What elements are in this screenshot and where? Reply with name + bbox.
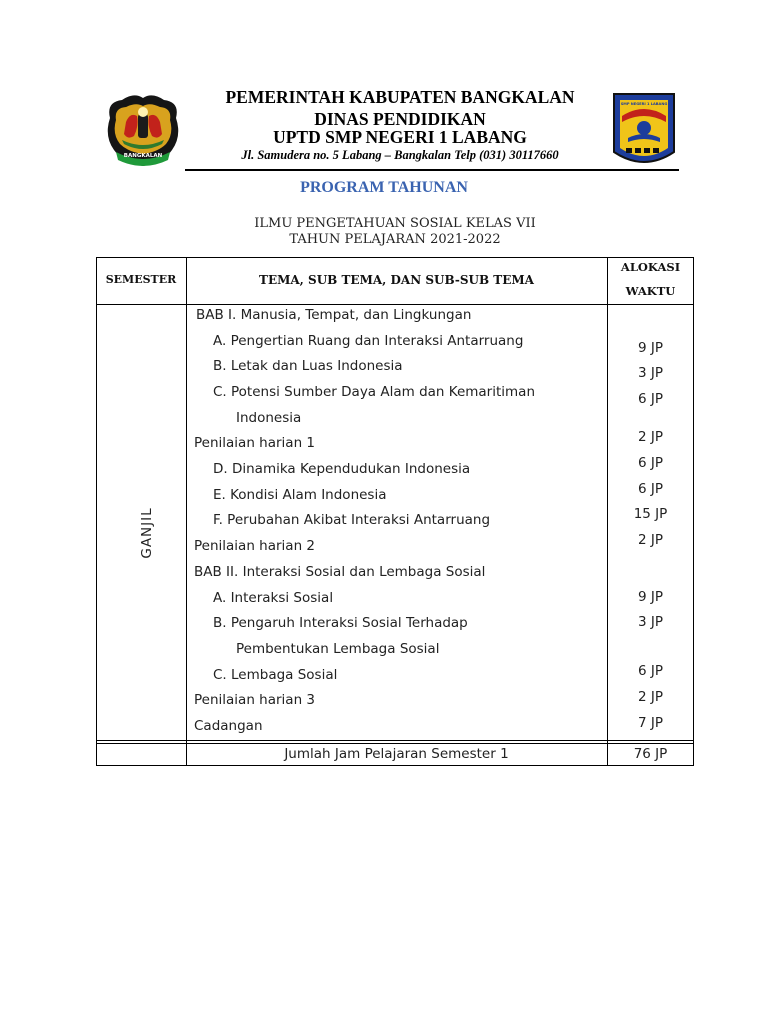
table-row-topic: A. Pengertian Ruang dan Interaksi Antarruang (213, 333, 524, 349)
header-semester: SEMESTER (105, 273, 177, 286)
table-row-topic: A. Interaksi Sosial (213, 590, 334, 606)
letterhead-address: Jl. Samudera no. 5 Labang – Bangkalan Telp (031) 30117660 (241, 148, 559, 162)
table-row-jp: 15 JP (633, 506, 668, 522)
table-row-topic: C. Potensi Sumber Daya Alam dan Kemaritiman (213, 384, 535, 400)
table-row-jp: 2 JP (637, 689, 663, 705)
table-row-jp: 6 JP (637, 455, 663, 471)
table-row-jp: 6 JP (637, 391, 663, 407)
bangkalan-emblem-logo (104, 92, 182, 170)
total-label: Jumlah Jam Pelajaran Semester 1 (284, 746, 509, 762)
table-row-jp: 9 JP (637, 589, 663, 605)
header-tema: TEMA, SUB TEMA, DAN SUB-SUB TEMA (259, 273, 534, 287)
table-row-topic: BAB II. Interaksi Sosial dan Lembaga Sosial (194, 564, 486, 580)
table-row-topic: C. Lembaga Sosial (213, 667, 338, 683)
left-logo-text: BANGKALAN (123, 153, 163, 159)
right-logo-text: SMP NEGERI 1 LABANG (620, 102, 668, 106)
table-row-topic: E. Kondisi Alam Indonesia (213, 487, 387, 503)
table-row-topic: D. Dinamika Kependudukan Indonesia (213, 461, 471, 477)
document-title: PROGRAM TAHUNAN (300, 179, 468, 196)
table-row-topic: BAB I. Manusia, Tempat, dan Lingkungan (196, 307, 472, 323)
table-row-topic: F. Perubahan Akibat Interaksi Antarruang (213, 512, 491, 528)
table-row-topic: Penilaian harian 1 (194, 435, 316, 451)
table-row-jp: 7 JP (637, 715, 663, 731)
table-row-jp: 9 JP (637, 340, 663, 356)
letterhead-divider (185, 169, 679, 171)
table-row-jp: 3 JP (637, 365, 663, 381)
table-row-topic: Penilaian harian 3 (194, 692, 316, 708)
letterhead-line2: DINAS PENDIDIKAN (314, 109, 486, 129)
table-row-jp: 2 JP (637, 532, 663, 548)
school-year-heading: TAHUN PELAJARAN 2021-2022 (289, 232, 501, 247)
table-row-topic: Cadangan (194, 718, 263, 734)
table-border-left (96, 257, 97, 766)
table-row-jp: 2 JP (637, 429, 663, 445)
table-divider-col1 (186, 257, 187, 766)
table-row-jp: 6 JP (637, 663, 663, 679)
table-row-topic: Indonesia (236, 410, 302, 426)
table-row-topic: Pembentukan Lembaga Sosial (236, 641, 440, 657)
table-row-jp: 3 JP (637, 614, 663, 630)
header-alokasi: ALOKASI (620, 260, 681, 274)
school-emblem-logo (612, 92, 676, 172)
table-row-topic: B. Pengaruh Interaksi Sosial Terhadap (213, 615, 468, 631)
header-waktu: WAKTU (625, 284, 676, 298)
table-row-jp: 6 JP (637, 481, 663, 497)
table-row-topic: Penilaian harian 2 (194, 538, 316, 554)
letterhead-line3: UPTD SMP NEGERI 1 LABANG (273, 127, 527, 147)
letterhead-line1: PEMERINTAH KABUPATEN BANGKALAN (225, 87, 575, 107)
semester-label: GANJIL (139, 507, 155, 559)
subject-heading: ILMU PENGETAHUAN SOSIAL KELAS VII (254, 216, 536, 231)
total-value: 76 JP (633, 746, 668, 762)
table-row-topic: B. Letak dan Luas Indonesia (213, 358, 403, 374)
